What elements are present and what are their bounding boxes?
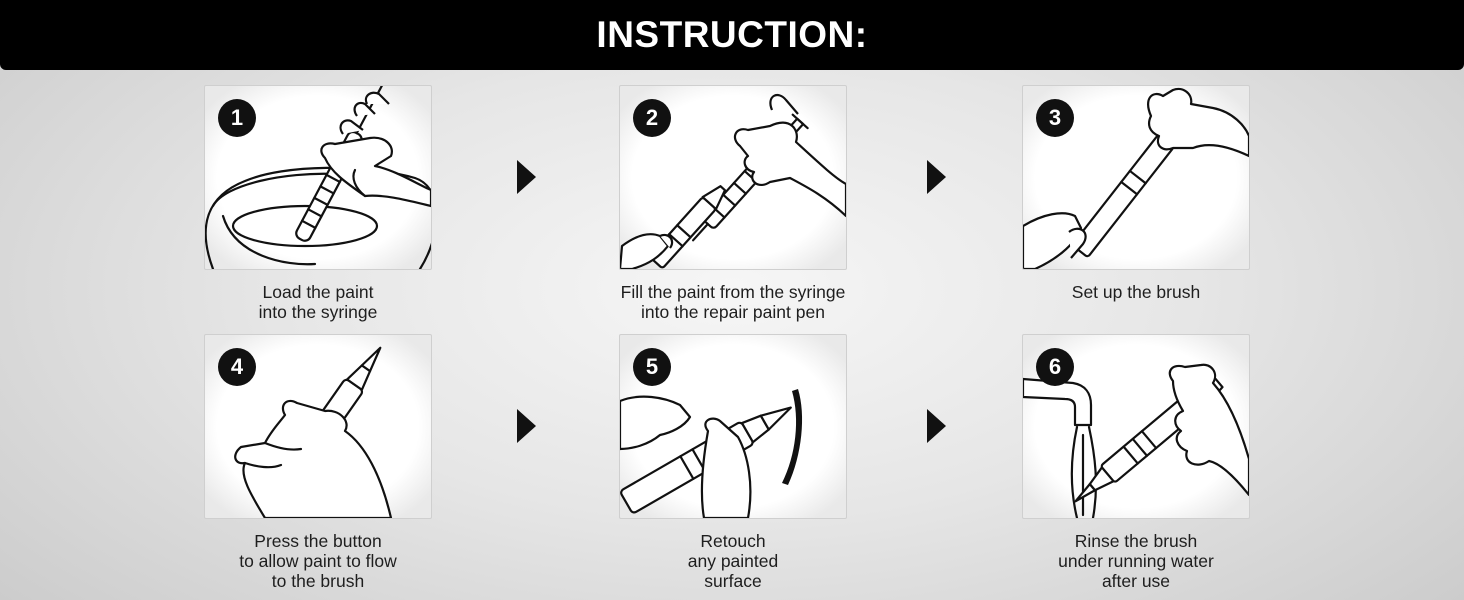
step-2-caption: Fill the paint from the syringe into the repair paint pen — [620, 282, 846, 322]
page-title: INSTRUCTION: — [596, 14, 868, 55]
right-triangle-arrow-icon — [517, 409, 536, 443]
header-bar — [0, 0, 1464, 70]
step-5-caption: Retouch any painted surface — [687, 531, 779, 591]
right-triangle-arrow-icon — [927, 160, 946, 194]
step-3-caption: Set up the brush — [1071, 282, 1201, 302]
step-6-badge: 6 — [1036, 348, 1074, 386]
right-triangle-arrow-icon — [517, 160, 536, 194]
step-4-caption: Press the button to allow paint to flow to the brush — [239, 531, 397, 591]
step-1-badge: 1 — [218, 99, 256, 137]
step-3-badge: 3 — [1036, 99, 1074, 137]
step-4-badge: 4 — [218, 348, 256, 386]
right-triangle-arrow-icon — [927, 409, 946, 443]
step-6-caption: Rinse the brush under running water after use — [1058, 531, 1214, 591]
step-5-badge: 5 — [633, 348, 671, 386]
step-1-caption: Load the paint into the syringe — [258, 282, 378, 322]
step-2-badge: 2 — [633, 99, 671, 137]
